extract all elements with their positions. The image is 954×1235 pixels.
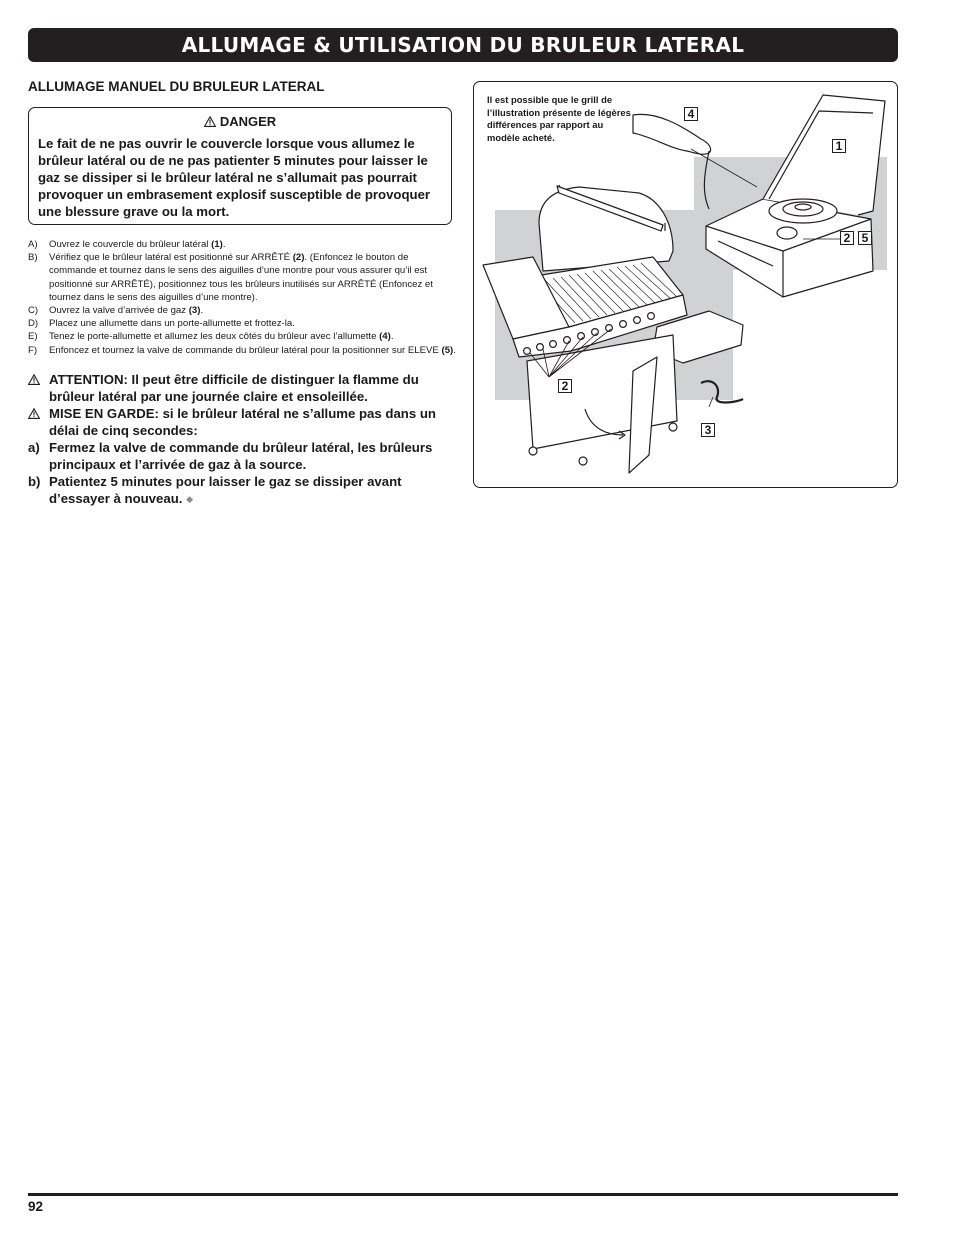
section-title: ALLUMAGE MANUEL DU BRULEUR LATERAL [28,79,325,94]
step-text [49,304,456,317]
attention-note [28,371,456,405]
warning-triangle-icon [28,374,40,385]
callout-1: 1 [832,139,846,153]
step-after: . [390,331,394,343]
figure-note: Il est possible que le grill de l’illustration présente de légères différences par rapport au modèle acheté. [487,94,631,143]
step-letter: A) [28,239,38,250]
step-item [28,238,456,251]
step-item [28,304,456,317]
step-body: Ouvrez le couvercle du brûleur latéral [49,239,212,250]
danger-text: Le fait de ne pas ouvrir le couvercle lorsque vous allumez le brûleur latéral ou de ne pas patienter 5 minutes pour laisser le gaz se dissiper si le brûleur latéral ne s’allumait pas pourrait provoquer un embrasement explosif susceptible de provoquer une blessure grave ou la mort. [38,136,431,219]
step-ref: (2) [292,252,305,264]
step-body: Tenez le porte-allumette et allumez les deux côtés du brûleur avec l’allumette [49,331,380,343]
warning-list [28,371,456,508]
cart-door [629,357,657,473]
step-list [28,238,456,357]
side-burner-knob [777,227,797,239]
step-after: . [453,344,456,356]
diamond-icon: ◆ [186,494,194,504]
attention-text: ATTENTION: Il peut être difficile de distinguer la flamme du brûleur latéral par une journée claire et ensoleillée. [49,372,419,404]
danger-label: DANGER [219,114,277,129]
substep-text [49,473,456,508]
step-letter: C) [28,305,39,317]
mise-en-garde-note [28,405,456,439]
step-text [49,330,456,343]
step-item [28,251,456,304]
page-title: ALLUMAGE & UTILISATION DU BRULEUR LATERAL [181,33,745,57]
caster [529,447,537,455]
substep-b [28,473,456,508]
substep-a [28,439,456,473]
mise-en-garde-text: MISE EN GARDE: si le brûleur latéral ne s’allume pas dans un délai de cinq secondes: [49,406,436,438]
callout-2-knobs: 2 [558,379,572,393]
step-item [28,330,456,343]
substep-body: Patientez 5 minutes pour laisser le gaz se dissiper avant d’essayer à nouveau. [49,474,402,506]
danger-heading [38,114,442,129]
danger-box [28,107,452,225]
step-ref: (3) [188,305,201,317]
step-item [28,344,456,357]
callout-4: 4 [684,107,698,121]
step-letter: F) [28,344,38,356]
warning-triangle-icon [28,408,40,419]
page-banner [28,28,898,62]
step-after: . [200,305,204,317]
caster [579,457,587,465]
step-body: Vérifiez que le brûleur latéral est positionné sur ARRÊTÉ [49,252,293,264]
step-item [28,317,456,330]
substep-text: Fermez la valve de commande du brûleur latéral, les brûleurs principaux et l’arrivée de gaz à la source. [49,440,433,472]
footer-rule [28,1193,898,1196]
step-ref: (4) [379,331,391,343]
step-ref: (5) [441,344,454,356]
step-after: . [222,239,226,250]
step-after: . (Enfoncez le bouton de commande et tournez dans le sens des aiguilles d’une montre pour vous assurer qu’il est positionné sur ARRÊTÉ), positionnez tous les brûleurs inutilisés sur ARRÊTÉ (Enfoncez et tournez dans le sens des aiguilles d’une montre). [49,252,433,303]
callout-5: 5 [858,231,872,245]
page-number: 92 [28,1199,44,1214]
substep-letter: b) [28,474,41,489]
hand-icon [633,114,711,154]
step-body: Placez une allumette dans un porte-allumette et frottez-la. [49,318,295,330]
step-ref: (1) [211,239,223,250]
caster [669,423,677,431]
warning-triangle-icon [204,116,216,127]
callout-2: 2 [840,231,854,245]
step-letter: E) [28,331,38,343]
step-text [49,317,456,330]
substep-letter: a) [28,440,40,455]
step-body: Enfoncez et tournez la valve de commande du brûleur latéral pour la positionner sur ELEVE [49,344,442,356]
step-text [49,251,456,304]
step-body: Ouvrez la valve d’arrivée de gaz [49,305,189,317]
callout-3: 3 [701,423,715,437]
step-text [49,238,456,251]
step-text [49,344,456,357]
step-letter: D) [28,318,39,330]
step-letter: B) [28,252,38,264]
